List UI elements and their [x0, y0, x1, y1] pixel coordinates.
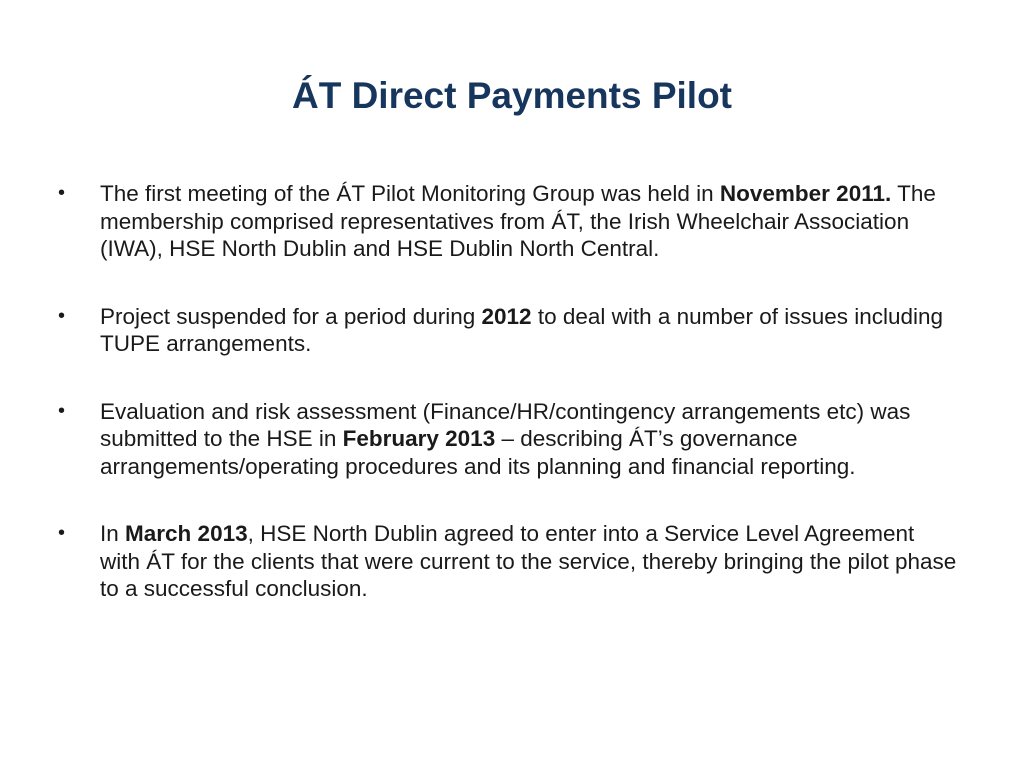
bullet-text: The first meeting of the ÁT Pilot Monitoring Group was held in November 2011. The membership comprised representatives from ÁT, the Irish Wheelchair Association (IWA), HSE North Dublin and HSE Dublin North Central.	[100, 181, 936, 261]
bullet-marker: •	[58, 399, 66, 422]
bullet-marker: •	[58, 182, 66, 204]
bullet-list	[58, 180, 958, 643]
bullet-text: Project suspended for a period during 2012 to deal with a number of issues including TUPE arrangements.	[100, 303, 944, 356]
bullet-item	[58, 398, 958, 481]
slide-title: ÁT Direct Payments Pilot	[291, 75, 732, 116]
bullet-item	[58, 180, 958, 263]
bullet-text: Evaluation and risk assessment (Finance/HR/contingency arrangements etc) was submitted to the HSE in February 2013 – describing ÁT’s governance arrangements/operating procedures and its planning and financial reporting.	[100, 398, 911, 479]
bullet-marker: •	[58, 522, 66, 544]
bullet-item	[58, 303, 958, 358]
bullet-text: In March 2013, HSE North Dublin agreed to enter into a Service Level Agreement with ÁT for the clients that were current to the service, thereby bringing the pilot phase to a successful conclusion.	[100, 521, 957, 601]
bullet-marker: •	[58, 304, 66, 327]
bullet-item	[58, 520, 958, 603]
